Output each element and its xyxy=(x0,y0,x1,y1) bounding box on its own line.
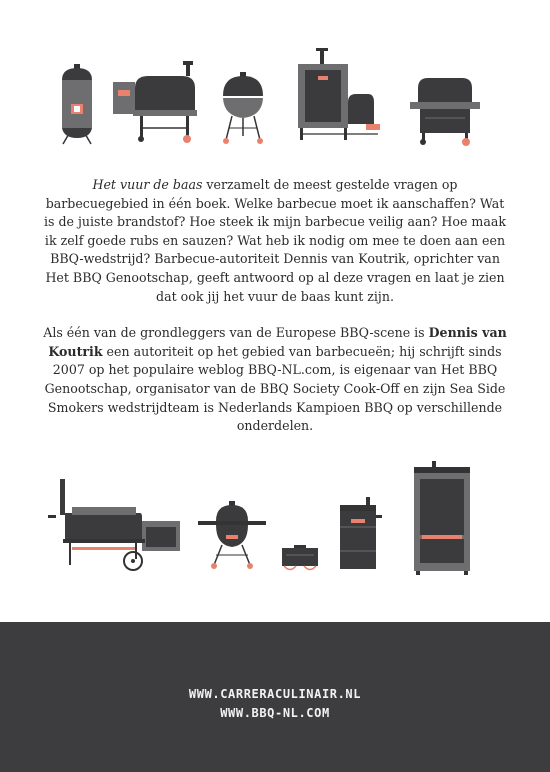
drum-smoker-icon xyxy=(340,497,382,569)
barbecue-illustrations-top xyxy=(0,38,550,150)
gas-grill-icon xyxy=(410,78,480,146)
description-block xyxy=(40,176,510,436)
url-bbq-nl: WWW.BBQ-NL.COM xyxy=(220,706,330,720)
author-name: Dennis van Koutrik xyxy=(48,325,507,359)
barbecue-illustrations-bottom xyxy=(0,455,550,585)
offset-smoker-icon xyxy=(48,479,180,570)
vertical-smoker-icon xyxy=(298,48,380,140)
author-text-before: Als één van de grondleggers van de Europese BBQ-scene is xyxy=(43,325,429,341)
intro-paragraph xyxy=(40,176,510,306)
kamado-grill-icon xyxy=(198,501,266,569)
url-carreraculinair: WWW.CARRERACULINAIR.NL xyxy=(188,687,362,701)
author-text-after: een autoriteit op het gebied van barbecueën; hij schrijft sinds 2007 op het populaire weblog BBQ-NL.com, is eigenaar van Het BBQ Genootschap, organisator van de BBQ Society Cook-Off en zijn Sea Side Smokers wedstrijdteam is Nederlands Kampioen BBQ op verschillende onderdelen. xyxy=(44,343,506,434)
kettle-grill-icon xyxy=(223,72,263,144)
book-title: Het vuur de baas xyxy=(92,177,203,192)
footer-urls xyxy=(0,685,550,723)
portable-grill-icon xyxy=(282,545,318,570)
cabinet-smoker-icon xyxy=(414,461,470,575)
water-smoker-icon xyxy=(62,64,92,144)
footer-band xyxy=(0,622,550,772)
intro-text: verzamelt de meest gestelde vragen op barbecuegebied in één boek. Welke barbecue moet ik aanschaffen? Wat is de juiste brandstof? Hoe steek ik mijn barbecue veilig aan? Hoe maak ik zelf goede rubs en sauzen? Wat heb ik nodig om mee te doen aan een BBQ-wedstrijd? Barbecue-autoriteit Dennis van Koutrik, oprichter van Het BBQ Genootschap, geeft antwoord op al deze vragen en laat je zien dat ook jij het vuur de baas kunt zijn. xyxy=(44,177,506,304)
author-paragraph xyxy=(40,324,510,436)
pellet-grill-icon xyxy=(113,61,197,143)
